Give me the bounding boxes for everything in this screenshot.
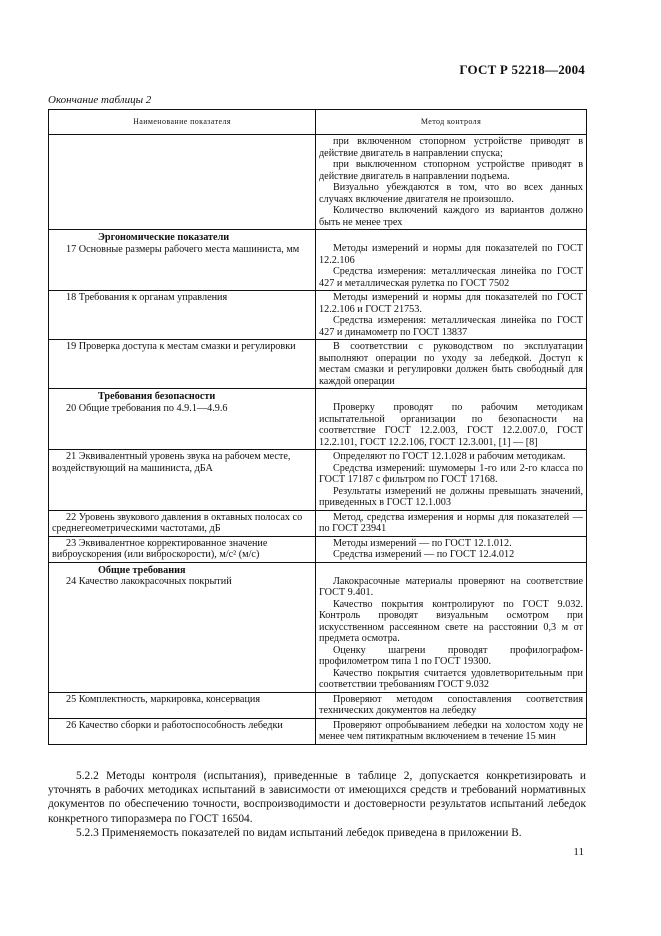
column-header-indicator: Наименование показателя [49,110,316,135]
method-cell [316,340,587,389]
method-paragraph: Результаты измерений не должны превышать значений, приведенных в ГОСТ 12.1.003 [319,485,583,508]
table-row [49,230,587,291]
indicator-name: 23 Эквивалентное корректированное значение виброускорения (или виброскорости), м/с² (м/с) [49,536,316,562]
section-title: Эргономические показатели [98,232,230,243]
method-paragraph: Средства измерения: металлическая линейка по ГОСТ 427 и динамометр по ГОСТ 13837 [319,315,583,338]
method-cell [316,718,587,744]
table-row [49,562,587,692]
indicator-name: 17 Основные размеры рабочего места машиниста, мм [66,243,300,255]
method-cell [316,389,587,450]
table-header-row [49,110,587,135]
method-paragraph: Метод, средства измерения и нормы для показателей — по ГОСТ 23941 [319,511,583,534]
method-paragraph: Определяют по ГОСТ 12.1.028 и рабочим методикам. [333,451,566,462]
method-cell [316,692,587,718]
paragraph-5-2-3: 5.2.3 Применяемость показателей по видам испытаний лебедок приведена в приложении В. [76,826,522,839]
table-row [49,389,587,450]
method-cell [316,291,587,340]
paragraph-5-2-2: 5.2.2 Методы контроля (испытания), приведенные в таблице 2, допускается конкретизировать и уточнять в рабочих методиках испытаний в зависимости от имеющихся средств и требований нормативных документов по обеспечению точности, воспроизводимости и достоверности результатов испытаний лебедок конкретного типоразмера по ГОСТ 16504. [48,770,586,825]
table-row [49,340,587,389]
table-row [49,718,587,744]
table-row [49,536,587,562]
table-caption: Окончание таблицы 2 [48,94,152,106]
table-row [49,450,587,511]
method-paragraph: Оценку шагрени проводят профилографом-профилометром типа 1 по ГОСТ 19300. [319,644,583,667]
body-text [48,769,586,840]
indicator-name: 20 Общие требования по 4.9.1—4.9.6 [66,402,228,414]
method-paragraph: Проверку проводят по рабочим методикам испытательной организации по безопасности на соответствие ГОСТ 12.2.003, ГОСТ 12.2.007.0, ГОСТ 12.2.101, ГОСТ 12.2.106, ГОСТ 12.3.001, [1] — [8] [319,402,583,448]
indicator-cell [49,230,316,291]
method-cell [316,135,587,230]
table-row [49,692,587,718]
indicator-name: 22 Уровень звукового давления в октавных полосах со среднегеометрическими частотами, дБ [49,510,316,536]
method-paragraph: Количество включений каждого из вариантов должно быть не менее трех [319,205,583,228]
section-title: Общие требования [98,564,186,576]
indicator-cell [49,562,316,692]
method-paragraph: Методы измерений и нормы для показателей по ГОСТ 12.2.106 [319,243,583,266]
method-paragraph: Качество покрытия считается удовлетворительным при соответствии требованиям ГОСТ 9.032 [319,667,583,690]
indicator-name: 18 Требования к органам управления [49,291,316,340]
method-paragraph: Качество покрытия контролируют по ГОСТ 9.032. Контроль проводят визуальным осмотром при искусственном рассеянном свете на расстоянии 0,3 м от предмета осмотра. [319,598,583,644]
method-paragraph: Средства измерений — по ГОСТ 12.4.012 [333,549,515,560]
column-header-method: Метод контроля [316,110,587,135]
table-row [49,510,587,536]
method-paragraph: Методы измерений и нормы для показателей по ГОСТ 12.2.106 и ГОСТ 21753. [319,292,583,315]
method-cell [316,510,587,536]
method-cell [316,230,587,291]
methods-table [48,109,587,745]
method-cell [316,562,587,692]
spacer [319,564,583,576]
page-number: 11 [573,846,584,858]
spacer [319,231,583,243]
spacer [319,390,583,402]
method-paragraph: при включенном стопорном устройстве приводят в действие двигатель в направлении спуска; [319,136,583,159]
method-paragraph: Визуально убеждаются в том, что во всех данных случаях включение двигателя не произошло. [319,182,583,205]
method-paragraph: В соответствии с руководством по эксплуатации выполняют операции по уходу за лебедкой. Доступ к местам смазки и регулировки должен быть свободный для каждой операции [319,341,583,387]
table-row [49,135,587,230]
method-paragraph: Средства измерения: металлическая линейка по ГОСТ 427 и металлическая рулетка по ГОСТ 7502 [319,266,583,289]
method-cell [316,536,587,562]
method-paragraph: Проверяют методом сопоставления соответствия технических документов на лебедку [319,693,583,716]
section-title: Требования безопасности [98,391,216,402]
method-paragraph: Проверяют опробыванием лебедки на холостом ходу не менее чем пятикратным включением в течение 15 мин [319,719,583,742]
indicator-name: 19 Проверка доступа к местам смазки и регулировки [49,340,316,389]
method-cell [316,450,587,511]
indicator-cell [49,389,316,450]
method-paragraph: Средства измерений: шумомеры 1-го или 2-го класса по ГОСТ 17187 с фильтром по ГОСТ 17168. [319,462,583,485]
method-paragraph: при выключенном стопорном устройстве приводят в действие двигатель в направлении подъема. [319,159,583,182]
indicator-cell [49,135,316,230]
indicator-name: 25 Комплектность, маркировка, консервация [49,692,316,718]
method-paragraph: Методы измерений — по ГОСТ 12.1.012. [333,537,512,549]
indicator-name: 24 Качество лакокрасочных покрытий [66,576,232,587]
indicator-name: 26 Качество сборки и работоспособность лебедки [49,718,316,744]
table-row [49,291,587,340]
indicator-name: 21 Эквивалентный уровень звука на рабочем месте, воздействующий на машиниста, дБА [49,450,316,511]
document-id: ГОСТ Р 52218—2004 [459,62,585,77]
method-paragraph: Лакокрасочные материалы проверяют на соответствие ГОСТ 9.401. [319,575,583,598]
